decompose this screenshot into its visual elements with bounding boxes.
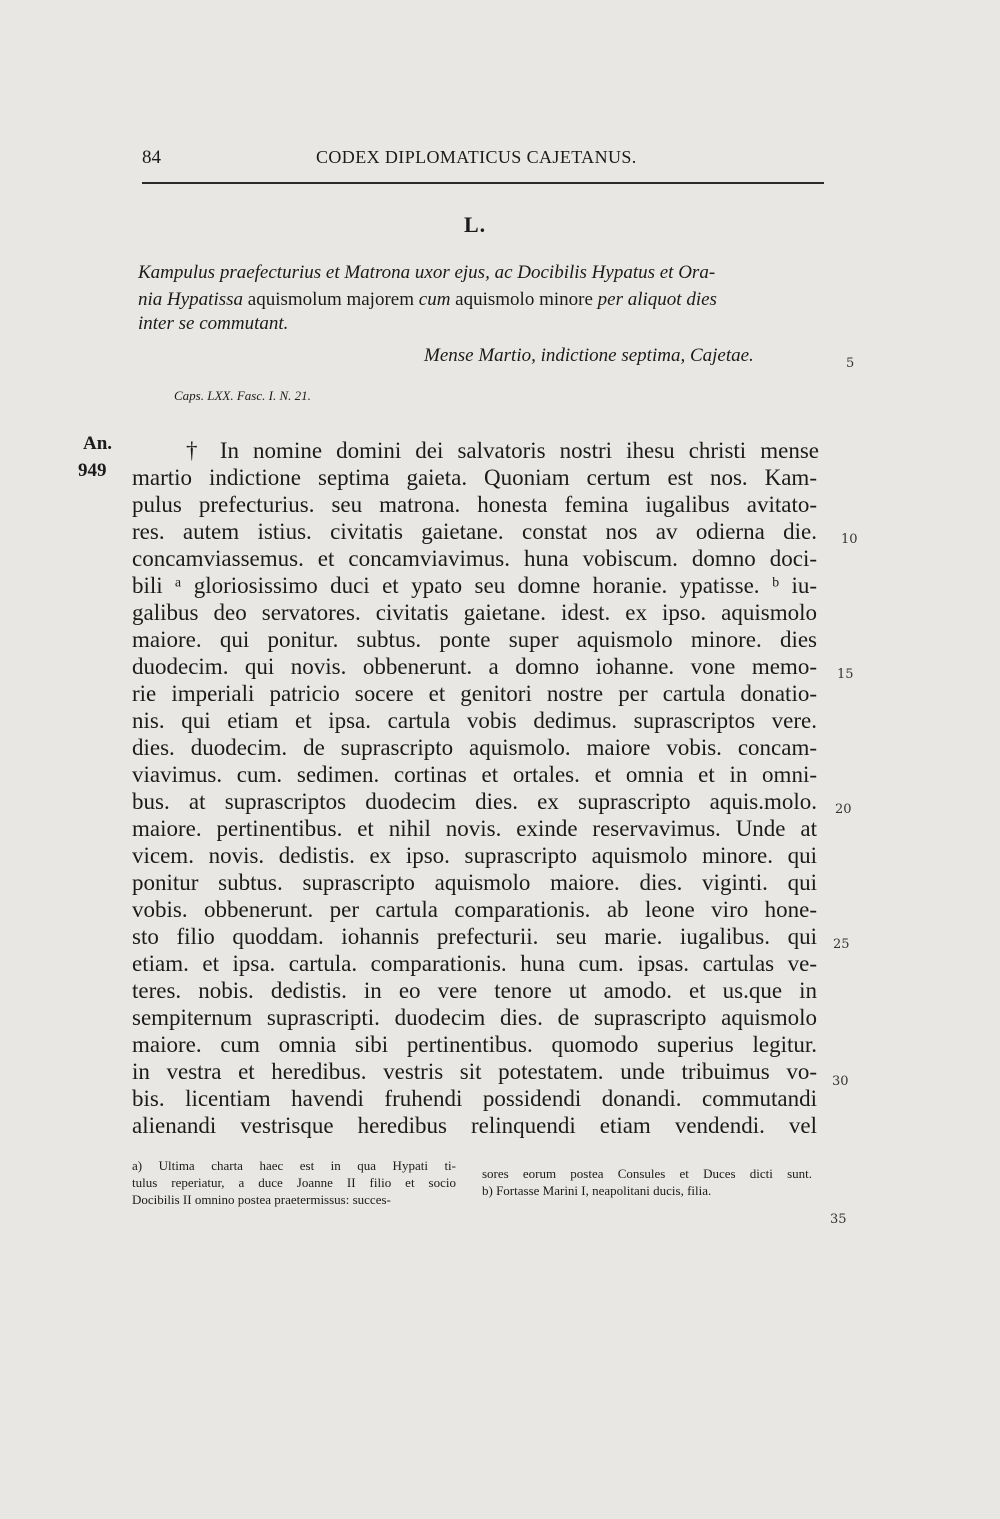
body-line: sempiternum suprascripti. duodecim dies. de suprascripto aquismolo (132, 1005, 817, 1030)
body-line: maiore. cum omnia sibi pertinentibus. quomodo superius legitur. (132, 1032, 817, 1057)
body-line: etiam. et ipsa. cartula. comparationis. huna cum. ipsas. cartulas ve- (132, 951, 817, 976)
line-number: 15 (837, 667, 854, 682)
line-number: 30 (832, 1074, 849, 1089)
footnotes-right-column (482, 1165, 812, 1199)
summary-text: aquismolo minore (455, 289, 593, 310)
body-line: ponitur subtus. suprascripto aquismolo maiore. dies. viginti. qui (132, 870, 817, 895)
body-line: sto filio quoddam. iohannis prefecturii. seu marie. iugalibus. qui (132, 924, 817, 949)
running-header (142, 147, 822, 171)
body-line: teres. nobis. dedistis. in eo vere tenore ut amodo. et us.que in (132, 978, 817, 1003)
running-title: CODEX DIPLOMATICUS CAJETANUS. (316, 147, 637, 167)
summary-line-3: inter se commutant. (138, 313, 289, 334)
body-line: † In nomine domini dei salvatoris nostri ihesu christi mense (186, 438, 819, 463)
archive-reference: Caps. LXX. Fasc. I. N. 21. (174, 388, 311, 403)
body-line: bus. at suprascriptos duodecim dies. ex suprascripto aquis.molo. (132, 789, 817, 814)
footnote-line: tulus reperiatur, a duce Joanne II filio et socio (132, 1175, 456, 1190)
annus-year: 949 (78, 460, 107, 481)
header-rule (142, 182, 824, 184)
annus-label: An. (83, 433, 113, 454)
body-line: res. autem istius. civitatis gaietane. constat nos av odierna die. (132, 519, 817, 544)
summary-per: per aliquot dies (597, 289, 717, 310)
summary-line-1: Kampulus praefecturius et Matrona uxor ejus, ac Docibilis Hypatus et Ora- (138, 262, 716, 283)
line-number: 35 (830, 1212, 847, 1227)
summary-text: aquismolum majorem (247, 289, 415, 310)
line-number: 20 (835, 802, 852, 817)
footnote-line: a) Ultima charta haec est in qua Hypati ti- (132, 1158, 456, 1173)
line-number: 10 (841, 532, 858, 547)
summary-line-2 (138, 289, 717, 311)
footnote-line: sores eorum postea Consules et Duces dicti sunt. (482, 1166, 812, 1181)
body-line: concamviassemus. et concamviavimus. huna vobiscum. domno doci- (132, 546, 817, 571)
body-line: alienandi vestrisque heredibus relinquendi etiam vendendi. vel (132, 1113, 817, 1138)
body-line: viavimus. cum. sedimen. cortinas et ortales. et omnia et in omni- (132, 762, 817, 787)
footnote-line: Docibilis II omnino postea praetermissus: succes- (132, 1192, 391, 1207)
body-line: galibus deo servatores. civitatis gaietane. idest. ex ipso. aquismolo (132, 600, 817, 625)
body-line: bis. licentiam havendi fruhendi possidendi donandi. commutandi (132, 1086, 817, 1111)
body-line: pulus prefecturius. seu matrona. honesta femina iugalibus avitato- (132, 492, 817, 517)
page-number: 84 (142, 147, 161, 168)
body-line: martio indictione septima gaieta. Quoniam certum est nos. Kam- (132, 465, 817, 490)
body-line: duodecim. qui novis. obbenerunt. a domno iohanne. vone memo- (132, 654, 817, 679)
body-line: vobis. obbenerunt. per cartula comparationis. ab leone viro hone- (132, 897, 817, 922)
body-line: in vestra et heredibus. vestris sit potestatem. unde tribuimus vo- (132, 1059, 817, 1084)
summary-names: nia Hypatissa (138, 289, 244, 310)
body-line: nis. qui etiam et ipsa. cartula vobis dedimus. suprascriptos vere. (132, 708, 817, 733)
date-line: Mense Martio, indictione septima, Cajetae. (424, 345, 754, 366)
body-line: vicem. novis. dedistis. ex ipso. suprascripto aquismolo minore. qui (132, 843, 817, 868)
document-number: L. (464, 212, 487, 237)
body-line: rie imperiali patricio socere et genitori nostre per cartula donatio- (132, 681, 817, 706)
body-line: maiore. pertinentibus. et nihil novis. exinde reservavimus. Unde at (132, 816, 817, 841)
line-number: 5 (846, 356, 855, 371)
line-number: 25 (833, 937, 850, 952)
footnote-line: b) Fortasse Marini I, neapolitani ducis, filia. (482, 1183, 712, 1198)
body-line: bili ᵃ gloriosissimo duci et ypato seu domne horanie. ypatisse. ᵇ iu- (132, 573, 817, 598)
body-line: maiore. qui ponitur. subtus. ponte super aquismolo minore. dies (132, 627, 817, 652)
body-line: dies. duodecim. de suprascripto aquismolo. maiore vobis. concam- (132, 735, 817, 760)
summary-cum: cum (418, 289, 451, 310)
footnotes-left-column (132, 1157, 456, 1208)
